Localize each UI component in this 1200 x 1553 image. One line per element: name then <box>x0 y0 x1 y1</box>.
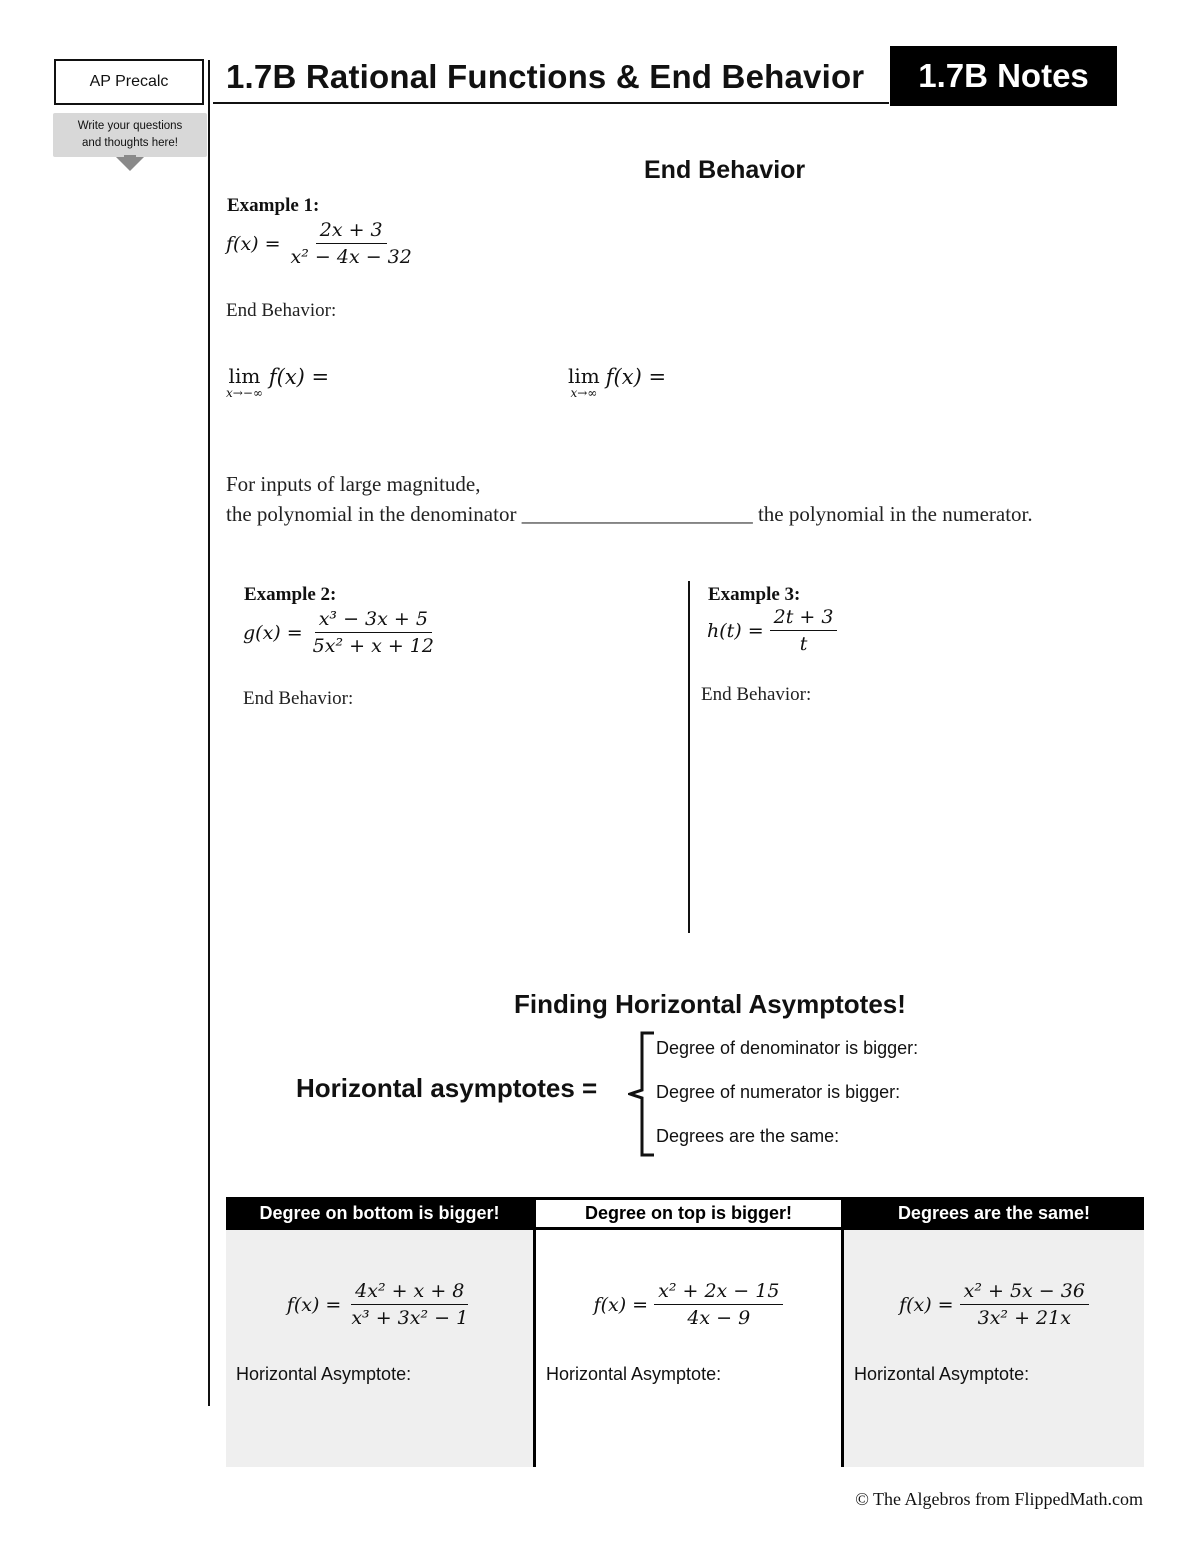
table-header-bottom-bigger: Degree on bottom is bigger! <box>226 1197 533 1230</box>
lim-expression-right: f(x) = <box>605 365 667 389</box>
example-3-label: Example 3: <box>708 584 801 605</box>
case-numerator-bigger: Degree of numerator is bigger: <box>656 1082 901 1102</box>
left-brace-icon <box>628 1030 658 1158</box>
horizontal-asymptote-label-1: Horizontal Asymptote: <box>236 1364 412 1384</box>
table-equation-1 <box>226 1280 533 1329</box>
example-3-end-behavior-label: End Behavior: <box>701 684 812 705</box>
example-2-numerator: x³ − 3x + 5 <box>315 608 432 633</box>
example-2-denominator: 5x² + x + 12 <box>312 635 434 657</box>
table-fraction-2 <box>654 1280 783 1329</box>
case-degrees-same: Degrees are the same: <box>656 1126 840 1146</box>
example-1-numerator: 2x + 3 <box>316 219 387 244</box>
example-1-denominator: x² − 4x − 32 <box>290 246 412 268</box>
example-3-fraction <box>770 606 838 655</box>
table-fraction-1 <box>347 1280 472 1329</box>
table-column-top-bigger <box>533 1197 844 1467</box>
example-2-equation <box>243 608 438 657</box>
sentence-line-2: the polynomial in the denominator ______________________ the polynomial in the numerator. <box>226 502 1033 526</box>
lim-expression-left: f(x) = <box>268 365 330 389</box>
table-denominator-3: 3x² + 21x <box>977 1307 1071 1329</box>
table-denominator-2: 4x − 9 <box>687 1307 751 1329</box>
example-1-end-behavior-label: End Behavior: <box>226 300 337 321</box>
lim-subscript-right: x→∞ <box>570 386 598 400</box>
table-denominator-1: x³ + 3x² − 1 <box>351 1307 469 1329</box>
lim-word: lim <box>568 364 600 388</box>
table-equation-2-lhs: f(x) = <box>593 1293 649 1316</box>
example-3-numerator: 2t + 3 <box>770 606 838 631</box>
table-column-bottom-bigger <box>226 1197 533 1467</box>
table-fraction-3 <box>960 1280 1089 1329</box>
table-equation-1-lhs: f(x) = <box>286 1293 342 1316</box>
notes-margin-tab <box>53 113 207 157</box>
lim-subscript-left: x→−∞ <box>226 386 263 400</box>
section-heading-end-behavior: End Behavior <box>644 156 806 184</box>
example-3-lhs: h(t) = <box>707 619 764 642</box>
example-2-label: Example 2: <box>244 584 337 605</box>
table-numerator-1: 4x² + x + 8 <box>351 1280 468 1305</box>
table-header-degrees-same: Degrees are the same! <box>844 1197 1144 1230</box>
limit-positive-infinity <box>568 365 666 399</box>
notes-tab-text: Write your questions and thoughts here! <box>77 120 183 149</box>
example-1-label: Example 1: <box>227 195 320 216</box>
table-numerator-3: x² + 5x − 36 <box>960 1280 1089 1305</box>
title-underline <box>213 102 889 104</box>
example-1-fraction <box>287 219 416 268</box>
example-2-lhs: g(x) = <box>243 621 303 644</box>
asymptotes-label: Horizontal asymptotes = <box>296 1073 598 1103</box>
example-3-equation <box>707 606 837 655</box>
case-denominator-bigger: Degree of denominator is bigger: <box>656 1038 919 1058</box>
lim-word: lim <box>228 364 261 388</box>
example-3-denominator: t <box>799 633 808 655</box>
example-1-equation <box>226 219 416 268</box>
margin-divider <box>208 60 210 1406</box>
limit-negative-infinity <box>226 365 329 399</box>
table-header-top-bigger: Degree on top is bigger! <box>536 1197 841 1230</box>
section-heading-asymptotes: Finding Horizontal Asymptotes! <box>514 989 906 1019</box>
horizontal-asymptote-label-2: Horizontal Asymptote: <box>546 1364 722 1384</box>
table-equation-3 <box>844 1280 1144 1329</box>
page-title: 1.7B Rational Functions & End Behavior <box>226 58 865 95</box>
example-1-lhs: f(x) = <box>226 232 281 255</box>
down-arrow-icon <box>116 157 144 171</box>
example-2-end-behavior-label: End Behavior: <box>243 688 354 709</box>
footer-copyright: © The Algebros from FlippedMath.com <box>855 1489 1143 1509</box>
horizontal-asymptote-label-3: Horizontal Asymptote: <box>854 1364 1030 1384</box>
example-2-fraction <box>309 608 438 657</box>
notes-badge: 1.7B Notes <box>890 46 1117 106</box>
table-numerator-2: x² + 2x − 15 <box>654 1280 783 1305</box>
table-equation-2 <box>536 1280 841 1329</box>
course-label: AP Precalc <box>54 59 204 105</box>
table-column-degrees-same <box>844 1197 1144 1467</box>
sentence-line-1: For inputs of large magnitude, <box>226 472 481 496</box>
table-equation-3-lhs: f(x) = <box>899 1293 954 1316</box>
examples-divider <box>688 581 690 933</box>
